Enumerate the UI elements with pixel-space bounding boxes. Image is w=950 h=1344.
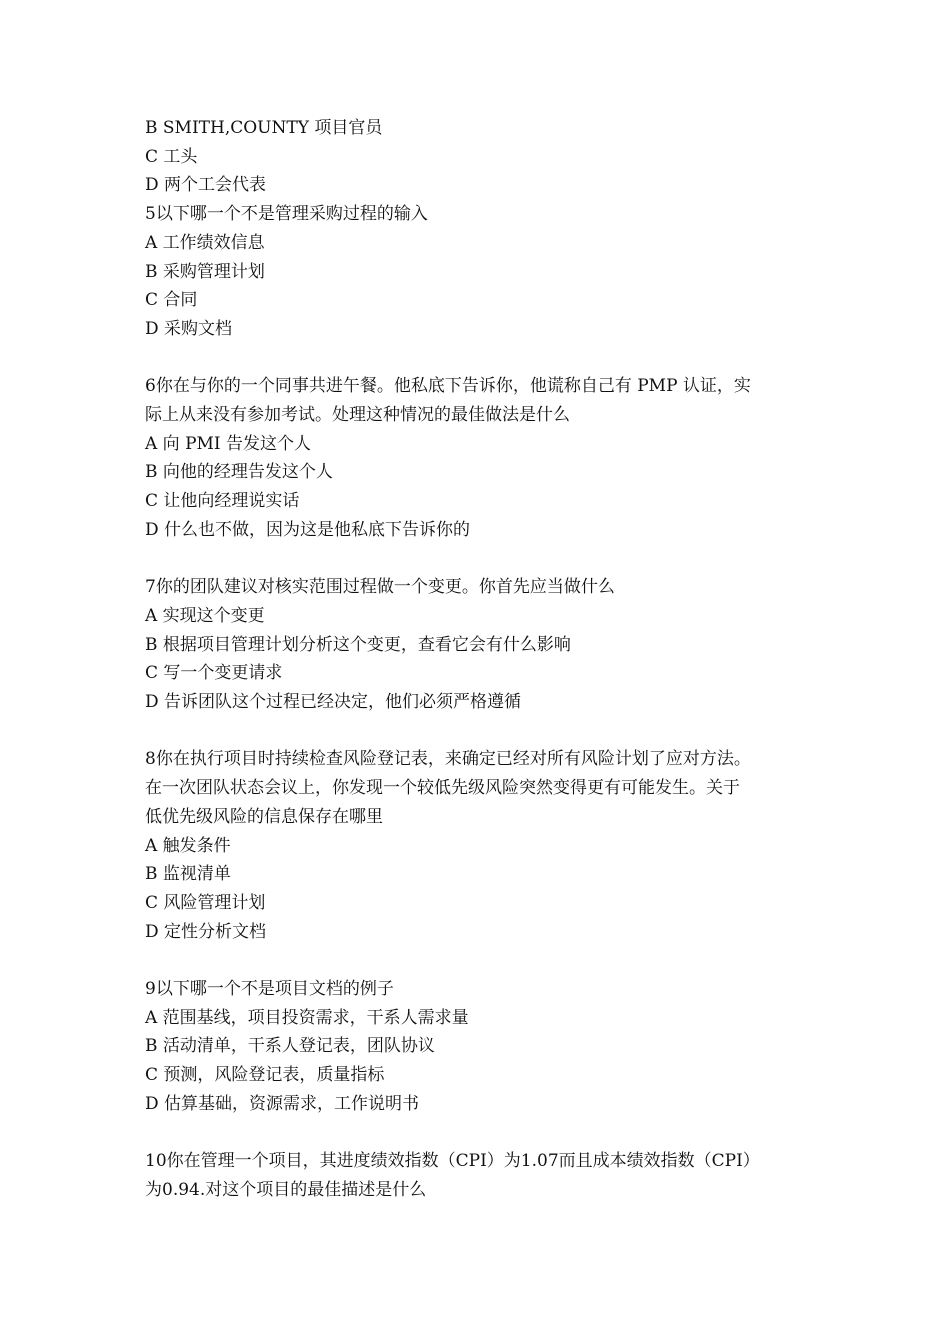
paragraph-gap bbox=[145, 545, 815, 574]
question-stem: 6你在与你的一个同事共进午餐。他私底下告诉你，他谎称自己有 PMP 认证，实 bbox=[145, 376, 751, 397]
option-line: D 定性分析文档 bbox=[145, 921, 267, 942]
option-line: C 让他向经理说实话 bbox=[145, 491, 300, 512]
option-line: B 采购管理计划 bbox=[145, 261, 265, 282]
option-line: B SMITH,COUNTY 项目官员 bbox=[145, 118, 383, 138]
paragraph-gap bbox=[145, 946, 815, 975]
paragraph-gap bbox=[145, 344, 815, 373]
question-stem: 低优先级风险的信息保存在哪里 bbox=[145, 806, 383, 827]
option-line: C 工头 bbox=[145, 146, 198, 167]
question-stem: 在一次团队状态会议上，你发现一个较低先级风险突然变得更有可能发生。关于 bbox=[145, 778, 740, 799]
document-page bbox=[145, 114, 815, 1205]
question-stem: 10你在管理一个项目，其进度绩效指数（CPI）为1.07而且成本绩效指数（CPI） bbox=[145, 1151, 760, 1172]
question-stem: 为0.94.对这个项目的最佳描述是什么 bbox=[145, 1179, 427, 1200]
option-line: A 触发条件 bbox=[145, 835, 231, 856]
option-line: A 范围基线，项目投资需求，干系人需求量 bbox=[145, 1007, 469, 1028]
option-line: D 什么也不做，因为这是他私底下告诉你的 bbox=[145, 519, 471, 540]
option-line: D 估算基础，资源需求，工作说明书 bbox=[145, 1093, 420, 1114]
option-line: C 风险管理计划 bbox=[145, 892, 266, 913]
question-stem: 9以下哪一个不是项目文档的例子 bbox=[145, 979, 394, 1000]
option-line: A 向 PMI 告发这个人 bbox=[145, 433, 312, 454]
paragraph-gap bbox=[145, 717, 815, 746]
option-line: C 预测，风险登记表，质量指标 bbox=[145, 1065, 385, 1086]
question-stem: 7你的团队建议对核实范围过程做一个变更。你首先应当做什么 bbox=[145, 577, 615, 598]
option-line: B 向他的经理告发这个人 bbox=[145, 462, 333, 483]
option-line: B 监视清单 bbox=[145, 864, 231, 885]
option-line: B 根据项目管理计划分析这个变更，查看它会有什么影响 bbox=[145, 634, 571, 655]
option-line: C 合同 bbox=[145, 290, 198, 311]
paragraph-gap bbox=[145, 1119, 815, 1148]
option-line: D 两个工会代表 bbox=[145, 175, 267, 196]
question-stem: 际上从来没有参加考试。处理这种情况的最佳做法是什么 bbox=[145, 405, 570, 426]
option-line: D 告诉团队这个过程已经决定，他们必须严格遵循 bbox=[145, 692, 522, 713]
option-line: D 采购文档 bbox=[145, 318, 233, 339]
option-line: C 写一个变更请求 bbox=[145, 663, 283, 684]
option-line: A 实现这个变更 bbox=[145, 605, 265, 626]
question-stem: 5以下哪一个不是管理采购过程的输入 bbox=[145, 204, 428, 225]
option-line: A 工作绩效信息 bbox=[145, 232, 265, 253]
question-stem: 8你在执行项目时持续检查风险登记表，来确定已经对所有风险计划了应对方法。 bbox=[145, 749, 751, 770]
option-line: B 活动清单，干系人登记表，团队协议 bbox=[145, 1036, 435, 1057]
